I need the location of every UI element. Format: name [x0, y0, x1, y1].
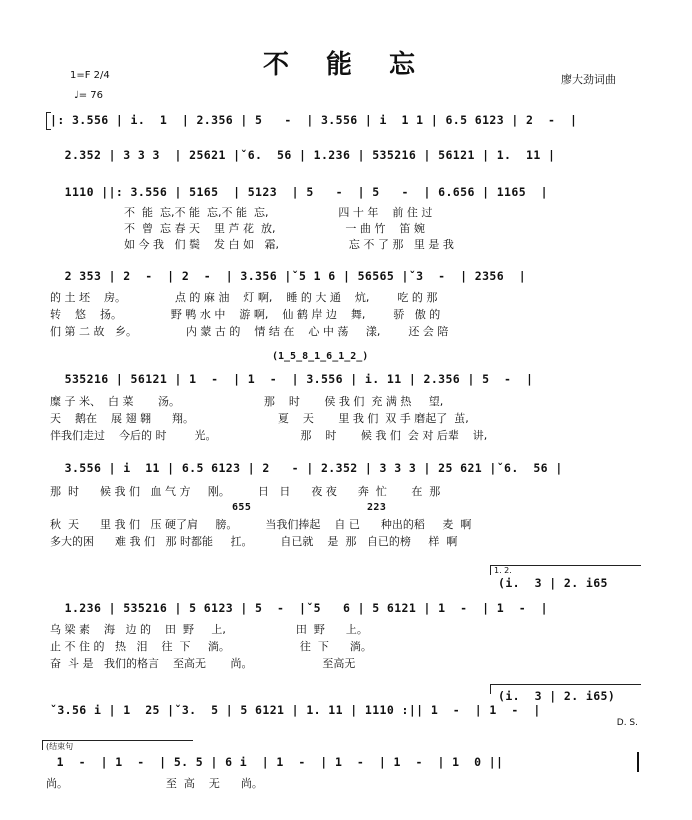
system-5-lyric-2: 天 鹅在 展 翅 翱 翔。 夏 天 里 我 们 双 手 磨起了 茧,: [50, 412, 469, 425]
system-4-lyric-3: 们 第 二 故 乡。 内 蒙 古 的 情 结 在 心 中 荡 漾, 还 会 陪: [50, 325, 449, 338]
system-4-lyric-2: 转 悠 扬。 野 鸭 水 中 游 啊, 仙 鹤 岸 边 舞, 骄 傲 的: [50, 308, 441, 321]
volta-bracket: [490, 565, 641, 575]
composer-credit: 廖大劲词曲: [561, 73, 616, 86]
system-7-lyric-2: 止 不 住 的 热 泪 往 下 淌。 往 下 淌。: [50, 640, 372, 653]
system-6-alt-notes-b: 223: [367, 502, 387, 513]
system-3-notes: 1110 ||: 3.556 | 5165 | 5123 | 5 - | 5 - | 6.656 | 1165 |: [50, 185, 549, 199]
system-4-notes: 2 353 | 2 - | 2 - | 3.356 |ˇ5 1 6 | 56565 |ˇ3 - | 2356 |: [50, 269, 527, 283]
final-barline: [637, 752, 639, 772]
system-5-lyric-3: 伴我们走过 今后的 时 光。 那 时 候 我 们 会 对 后辈 讲,: [50, 429, 488, 442]
system-5-notes: 535216 | 56121 | 1 - | 1 - | 3.556 | i. 11 | 2.356 | 5 - |: [50, 372, 534, 386]
system-3-lyric-1: 不 能 忘,不 能 忘,不 能 忘, 四 十 年 前 住 过: [124, 206, 433, 219]
key-signature: 1=F 2/4: [70, 70, 110, 81]
system-6-lyric-2: 秋 天 里 我 们 压 硬了肩 膀。 当我们捧起 自 已 种出的稻 麦 啊: [50, 518, 472, 531]
system-5-lyric-1: 糜 子 米、 白 菜 汤。 那 时 侯 我 们 充 满 热 望,: [50, 395, 444, 408]
coda-label: (结束句: [46, 742, 74, 751]
system-6-alt-notes-a: 655: [232, 502, 252, 513]
system-7-lyric-3: 奋 斗 是 我们的格言 至高无 尚。 至高无: [50, 657, 356, 670]
system-2-notes: 2.352 | 3 3 3 | 25621 |ˇ6. 56 | 1.236 | 535216 | 56121 | 1. 11 |: [50, 148, 556, 162]
volta-label: 1. 2.: [494, 566, 512, 575]
system-8-volta-notes: (i. 3 | 2. i65): [498, 689, 616, 703]
system-7-lyric-1: 乌 梁 素 海 边 的 田 野 上, 田 野 上。: [50, 623, 368, 636]
segno-phrase: (1̲5̲8̲1̲6̲1̲2̲): [272, 351, 369, 362]
system-7-notes: 1.236 | 535216 | 5 6123 | 5 - |ˇ5 6 | 5 6121 | 1 - | 1 - |: [50, 601, 549, 615]
system-7-volta-notes: (i. 3 | 2. i65: [498, 576, 608, 590]
system-3-lyric-3: 如 今 我 们 鬓 发 白 如 霜, 忘 不 了 那 里 是 我: [124, 238, 454, 251]
system-6-notes: 3.556 | i 11 | 6.5 6123 | 2 - | 2.352 | 3 3 3 | 25 621 |ˇ6. 56 |: [50, 461, 563, 475]
system-9-lyric-1: 尚。 至 高 无 尚。: [46, 777, 263, 790]
system-3-lyric-2: 不 曾 忘 春 天 里 芦 花 放, 一 曲 竹 笛 婉: [124, 222, 425, 235]
system-4-lyric-1: 的 土 坯 房。 点 的 麻 油 灯 啊, 睡 的 大 通 炕, 吃 的 那: [50, 291, 438, 304]
system-9-notes: 1 - | 1 - | 5. 5 | 6 i | 1 - | 1 - | 1 - | 1 0 ||: [42, 755, 504, 769]
system-6-lyric-1: 那 时 候 我 们 血 气 方 刚。 日 日 夜 夜 奔 忙 在 那: [50, 485, 441, 498]
system-1-notes: |: 3.556 | i. 1 | 2.356 | 5 - | 3.556 | i 1 1 | 6.5 6123 | 2 - |: [50, 113, 578, 127]
system-8-notes: ˇ3.56 i | 1 25 |ˇ3. 5 | 5 6121 | 1. 11 | 1110 :|| 1 - | 1 - |: [50, 703, 541, 717]
page-title: 不 能 忘: [262, 50, 430, 80]
dal-segno-marking: D. S.: [616, 718, 638, 728]
tempo-marking: ♩= 76: [74, 90, 103, 101]
system-6-lyric-3: 多大的困 难 我 们 那 时都能 扛。 自已就 是 那 自已的榜 样 啊: [50, 535, 458, 548]
